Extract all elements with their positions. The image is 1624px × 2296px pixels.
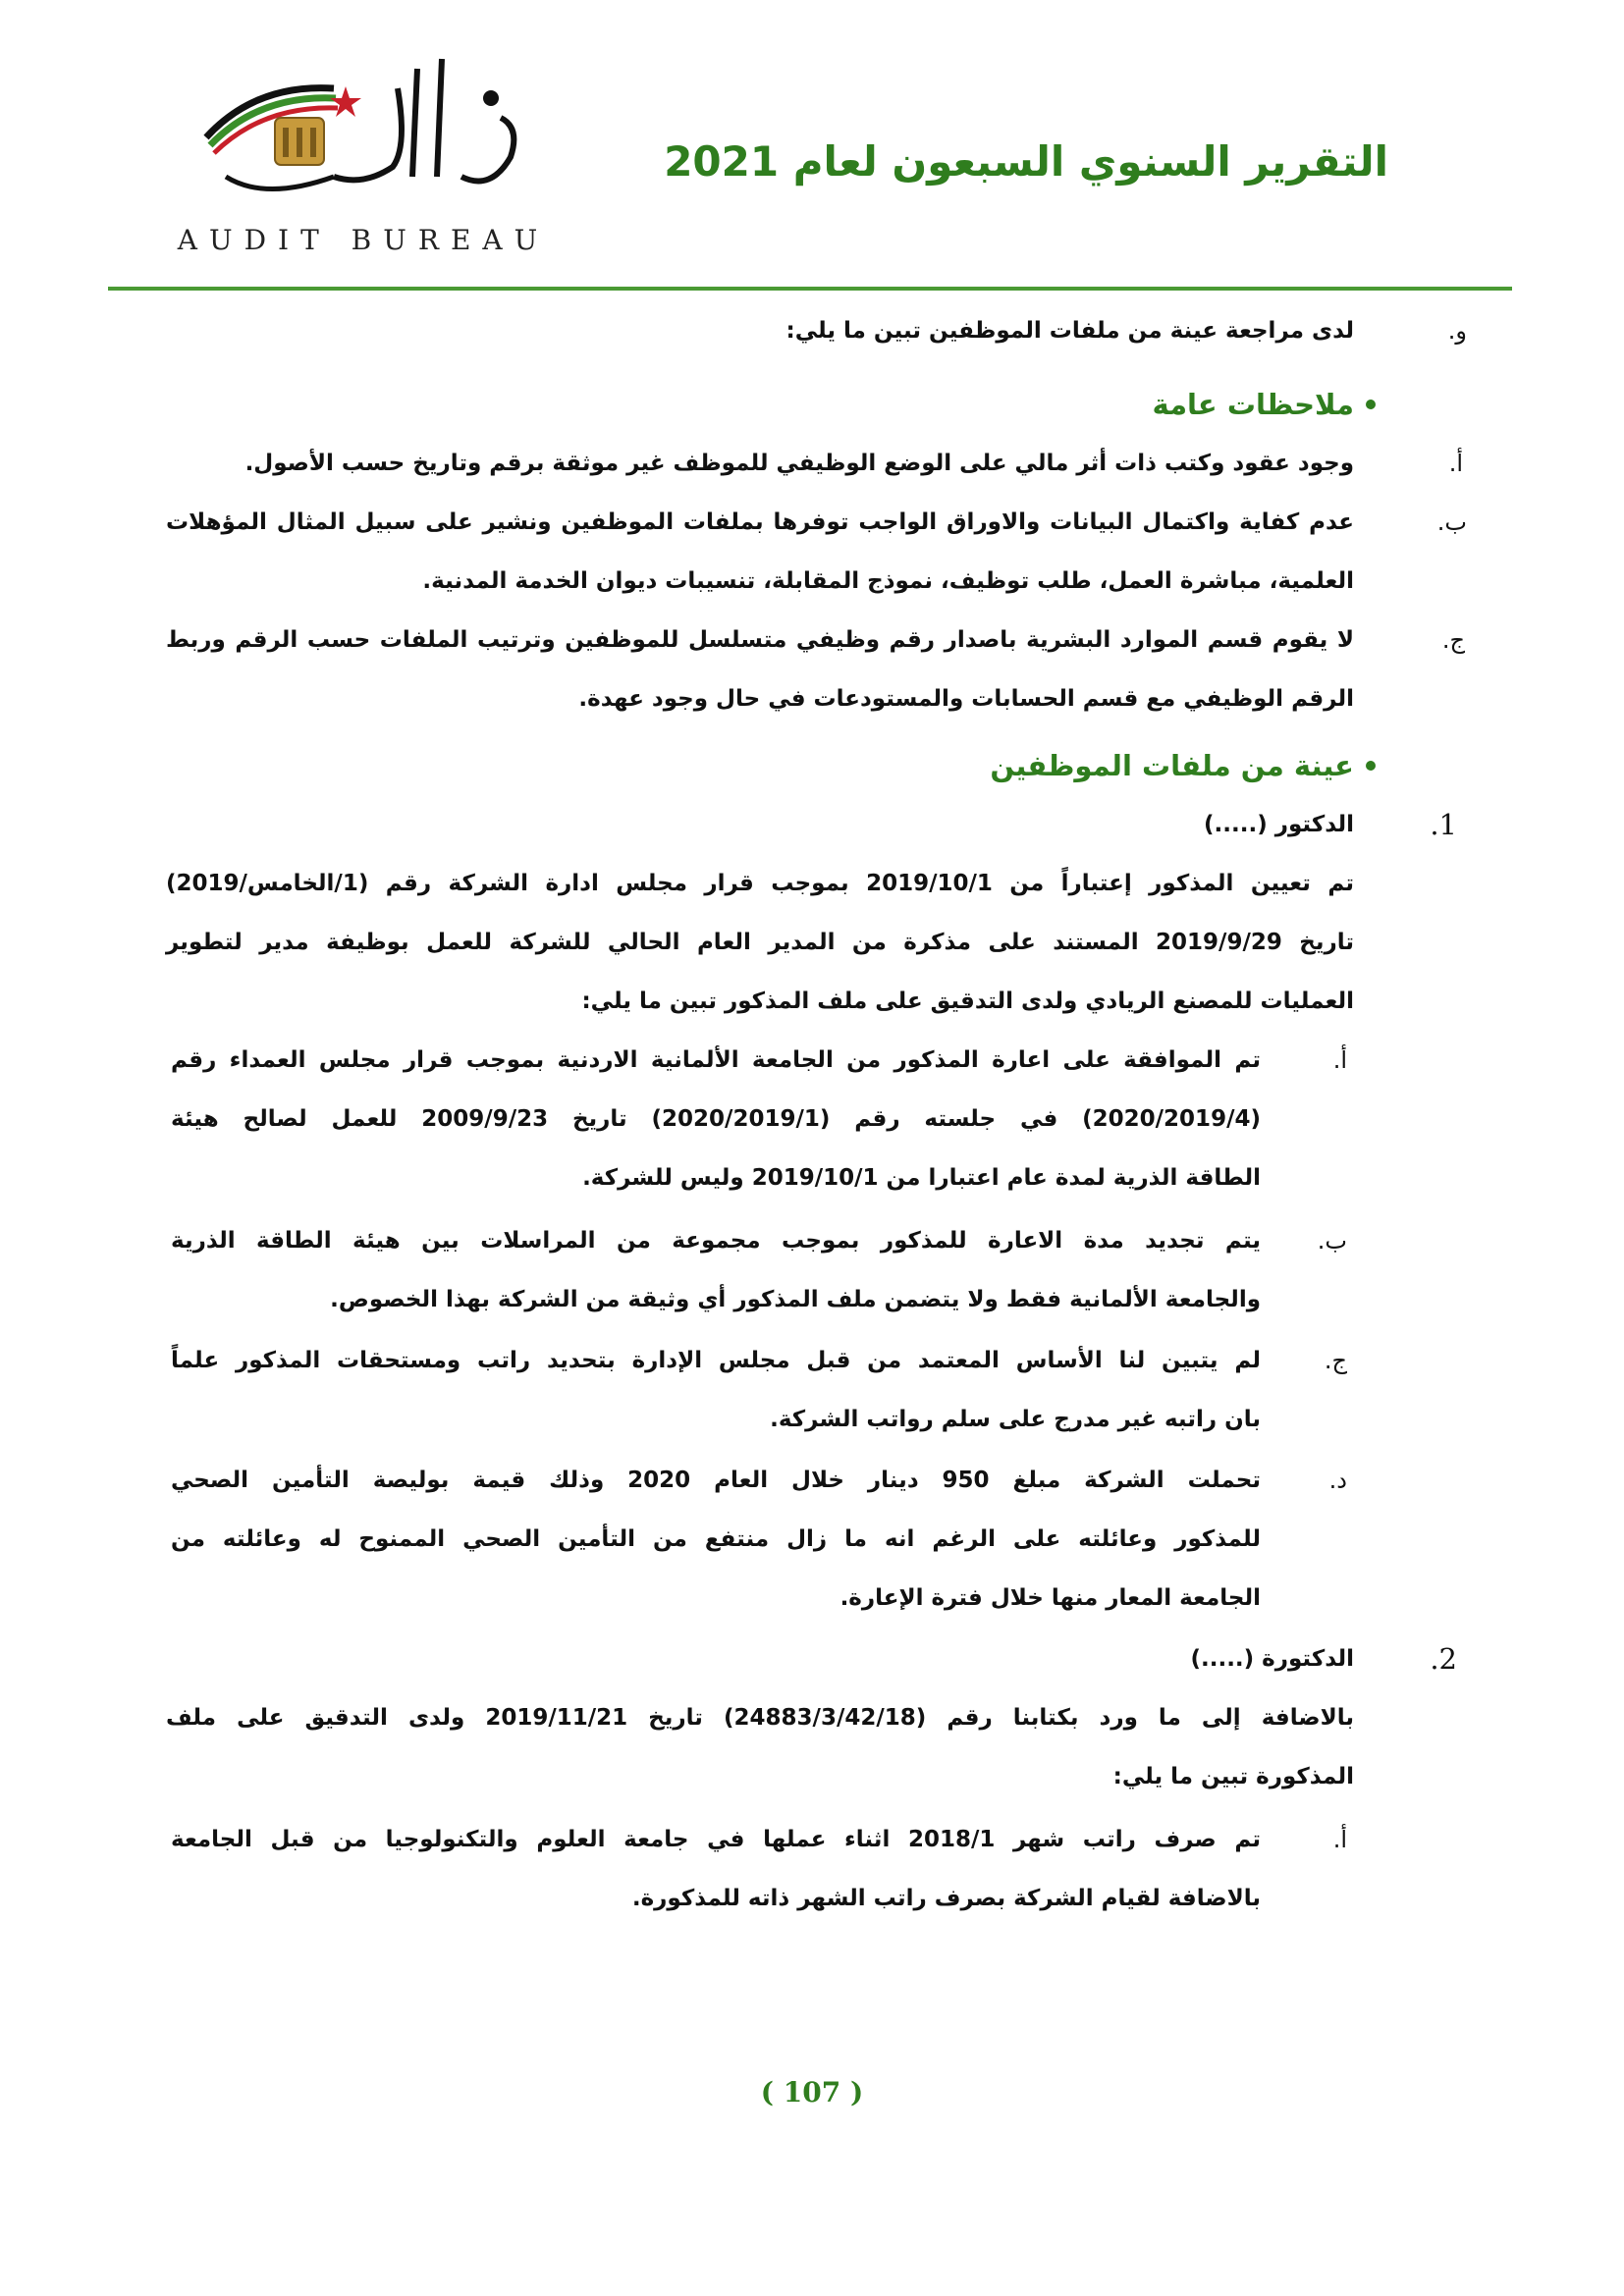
case1-para-line-1: تم تعيين المذكور إعتباراً من 2019/10/1 بموجب قرار مجلس ادارة الشركة رقم (1/الخامس/2019): [166, 871, 1354, 896]
case1-d-line-1: تحملت الشركة مبلغ 950 دينار خلال العام 2020 وذلك قيمة بوليصة التأمين الصحي: [171, 1468, 1261, 1493]
sample-heading: عينة من ملفات الموظفين: [990, 749, 1354, 782]
intro-marker: و.: [1447, 317, 1467, 345]
page-number: ( 107 ): [760, 2076, 864, 2109]
case2-title: الدكتورة (.....): [1190, 1646, 1354, 1672]
note-a-line-1: وجود عقود وكتب ذات أثر مالي على الوضع الوظيفي للموظف غير موثقة برقم وتاريخ حسب الأصول.: [244, 451, 1354, 476]
case1-a-line-3: الطاقة الذرية لمدة عام اعتبارا من 2019/10/1 وليس للشركة.: [582, 1165, 1261, 1191]
note-c-line-2: الرقم الوظيفي مع قسم الحسابات والمستودعات في حال وجود عهدة.: [578, 686, 1354, 712]
case1-para-line-2: تاريخ 2019/9/29 المستند على مذكرة من المدير العام الحالي للشركة للعمل بوظيفة مدير لتطوير: [166, 930, 1354, 955]
case1-marker: 1.: [1430, 808, 1457, 841]
note-c-line-1: لا يقوم قسم الموارد البشرية باصدار رقم وظيفي متسلسل للموظفين وترتيب الملفات حسب الرقم وربط: [166, 627, 1354, 653]
case1-b-marker: ب.: [1317, 1227, 1347, 1255]
intro-text: لدى مراجعة عينة من ملفات الموظفين تبين ما يلي:: [785, 318, 1354, 344]
note-c-marker: ج.: [1441, 626, 1465, 654]
case1-a-marker: أ.: [1332, 1046, 1347, 1074]
case1-a-line-1: تم الموافقة على اعارة المذكور من الجامعة الألمانية الاردنية بموجب قرار مجلس العمداء رقم: [171, 1047, 1261, 1073]
case1-d-line-2: للمذكور وعائلته على الرغم انه ما زال منتفع من التأمين الصحي الممنوح له وعائلته من: [171, 1526, 1261, 1552]
case2-para-line-2: المذكورة تبين ما يلي:: [1112, 1764, 1354, 1789]
note-b-marker: ب.: [1436, 508, 1467, 536]
case2-a-line-1: تم صرف راتب شهر 2018/1 اثناء عملها في جامعة العلوم والتكنولوجيا من قبل الجامعة: [171, 1827, 1261, 1852]
case1-b-line-1: يتم تجديد مدة الاعارة للمذكور بموجب مجموعة من المراسلات بين هيئة الطاقة الذرية: [171, 1228, 1261, 1254]
report-title: التقرير السنوي السبعون لعام 2021: [664, 137, 1388, 186]
header-divider: [108, 287, 1512, 291]
case1-c-line-1: لم يتبين لنا الأساس المعتمد من قبل مجلس الإدارة بتحديد راتب ومستحقات المذكور علماً: [171, 1348, 1261, 1373]
case1-c-marker: ج.: [1324, 1347, 1347, 1374]
bullet-icon: [1366, 400, 1376, 409]
note-b-line-1: عدم كفاية واكتمال البيانات والاوراق الواجب توفرها بملفات الموظفين ونشير على سبيل المثال المؤهلات: [166, 509, 1354, 535]
case2-a-marker: أ.: [1332, 1826, 1347, 1853]
case2-para-line-1: بالاضافة إلى ما ورد بكتابنا رقم (24883/3/42/18) تاريخ 2019/11/21 ولدى التدقيق على ملف: [166, 1705, 1354, 1731]
case2-a-line-2: بالاضافة لقيام الشركة بصرف راتب الشهر ذاته للمذكورة.: [631, 1886, 1261, 1911]
case2-marker: 2.: [1430, 1642, 1457, 1676]
audit-bureau-logo: [167, 29, 560, 265]
bullet-icon: [1366, 761, 1376, 771]
case1-d-marker: د.: [1328, 1467, 1347, 1494]
note-a-marker: أ.: [1448, 450, 1463, 477]
note-b-line-2: العلمية، مباشرة العمل، طلب توظيف، نموذج المقابلة، تنسيبات ديوان الخدمة المدنية.: [422, 568, 1354, 594]
logo-emblem-icon: [167, 29, 560, 226]
case1-para-line-3: العمليات للمصنع الريادي ولدى التدقيق على ملف المذكور تبين ما يلي:: [581, 988, 1354, 1014]
general-notes-heading: ملاحظات عامة: [1152, 388, 1354, 421]
case1-b-line-2: والجامعة الألمانية فقط ولا يتضمن ملف المذكور أي وثيقة من الشركة بهذا الخصوص.: [330, 1287, 1261, 1312]
case1-c-line-2: بان راتبه غير مدرج على سلم رواتب الشركة.: [770, 1407, 1261, 1432]
logo-caption: AUDIT BUREAU: [177, 224, 550, 256]
case1-title: الدكتور (.....): [1204, 812, 1354, 837]
page-content: [0, 294, 1624, 2042]
case1-d-line-3: الجامعة المعار منها خلال فترة الإعارة.: [839, 1585, 1261, 1611]
case1-a-line-2: (2020/2019/4) في جلسته رقم (2020/2019/1) تاريخ 2009/9/23 للعمل لصالح هيئة: [171, 1106, 1261, 1132]
page-header: [0, 0, 1624, 294]
